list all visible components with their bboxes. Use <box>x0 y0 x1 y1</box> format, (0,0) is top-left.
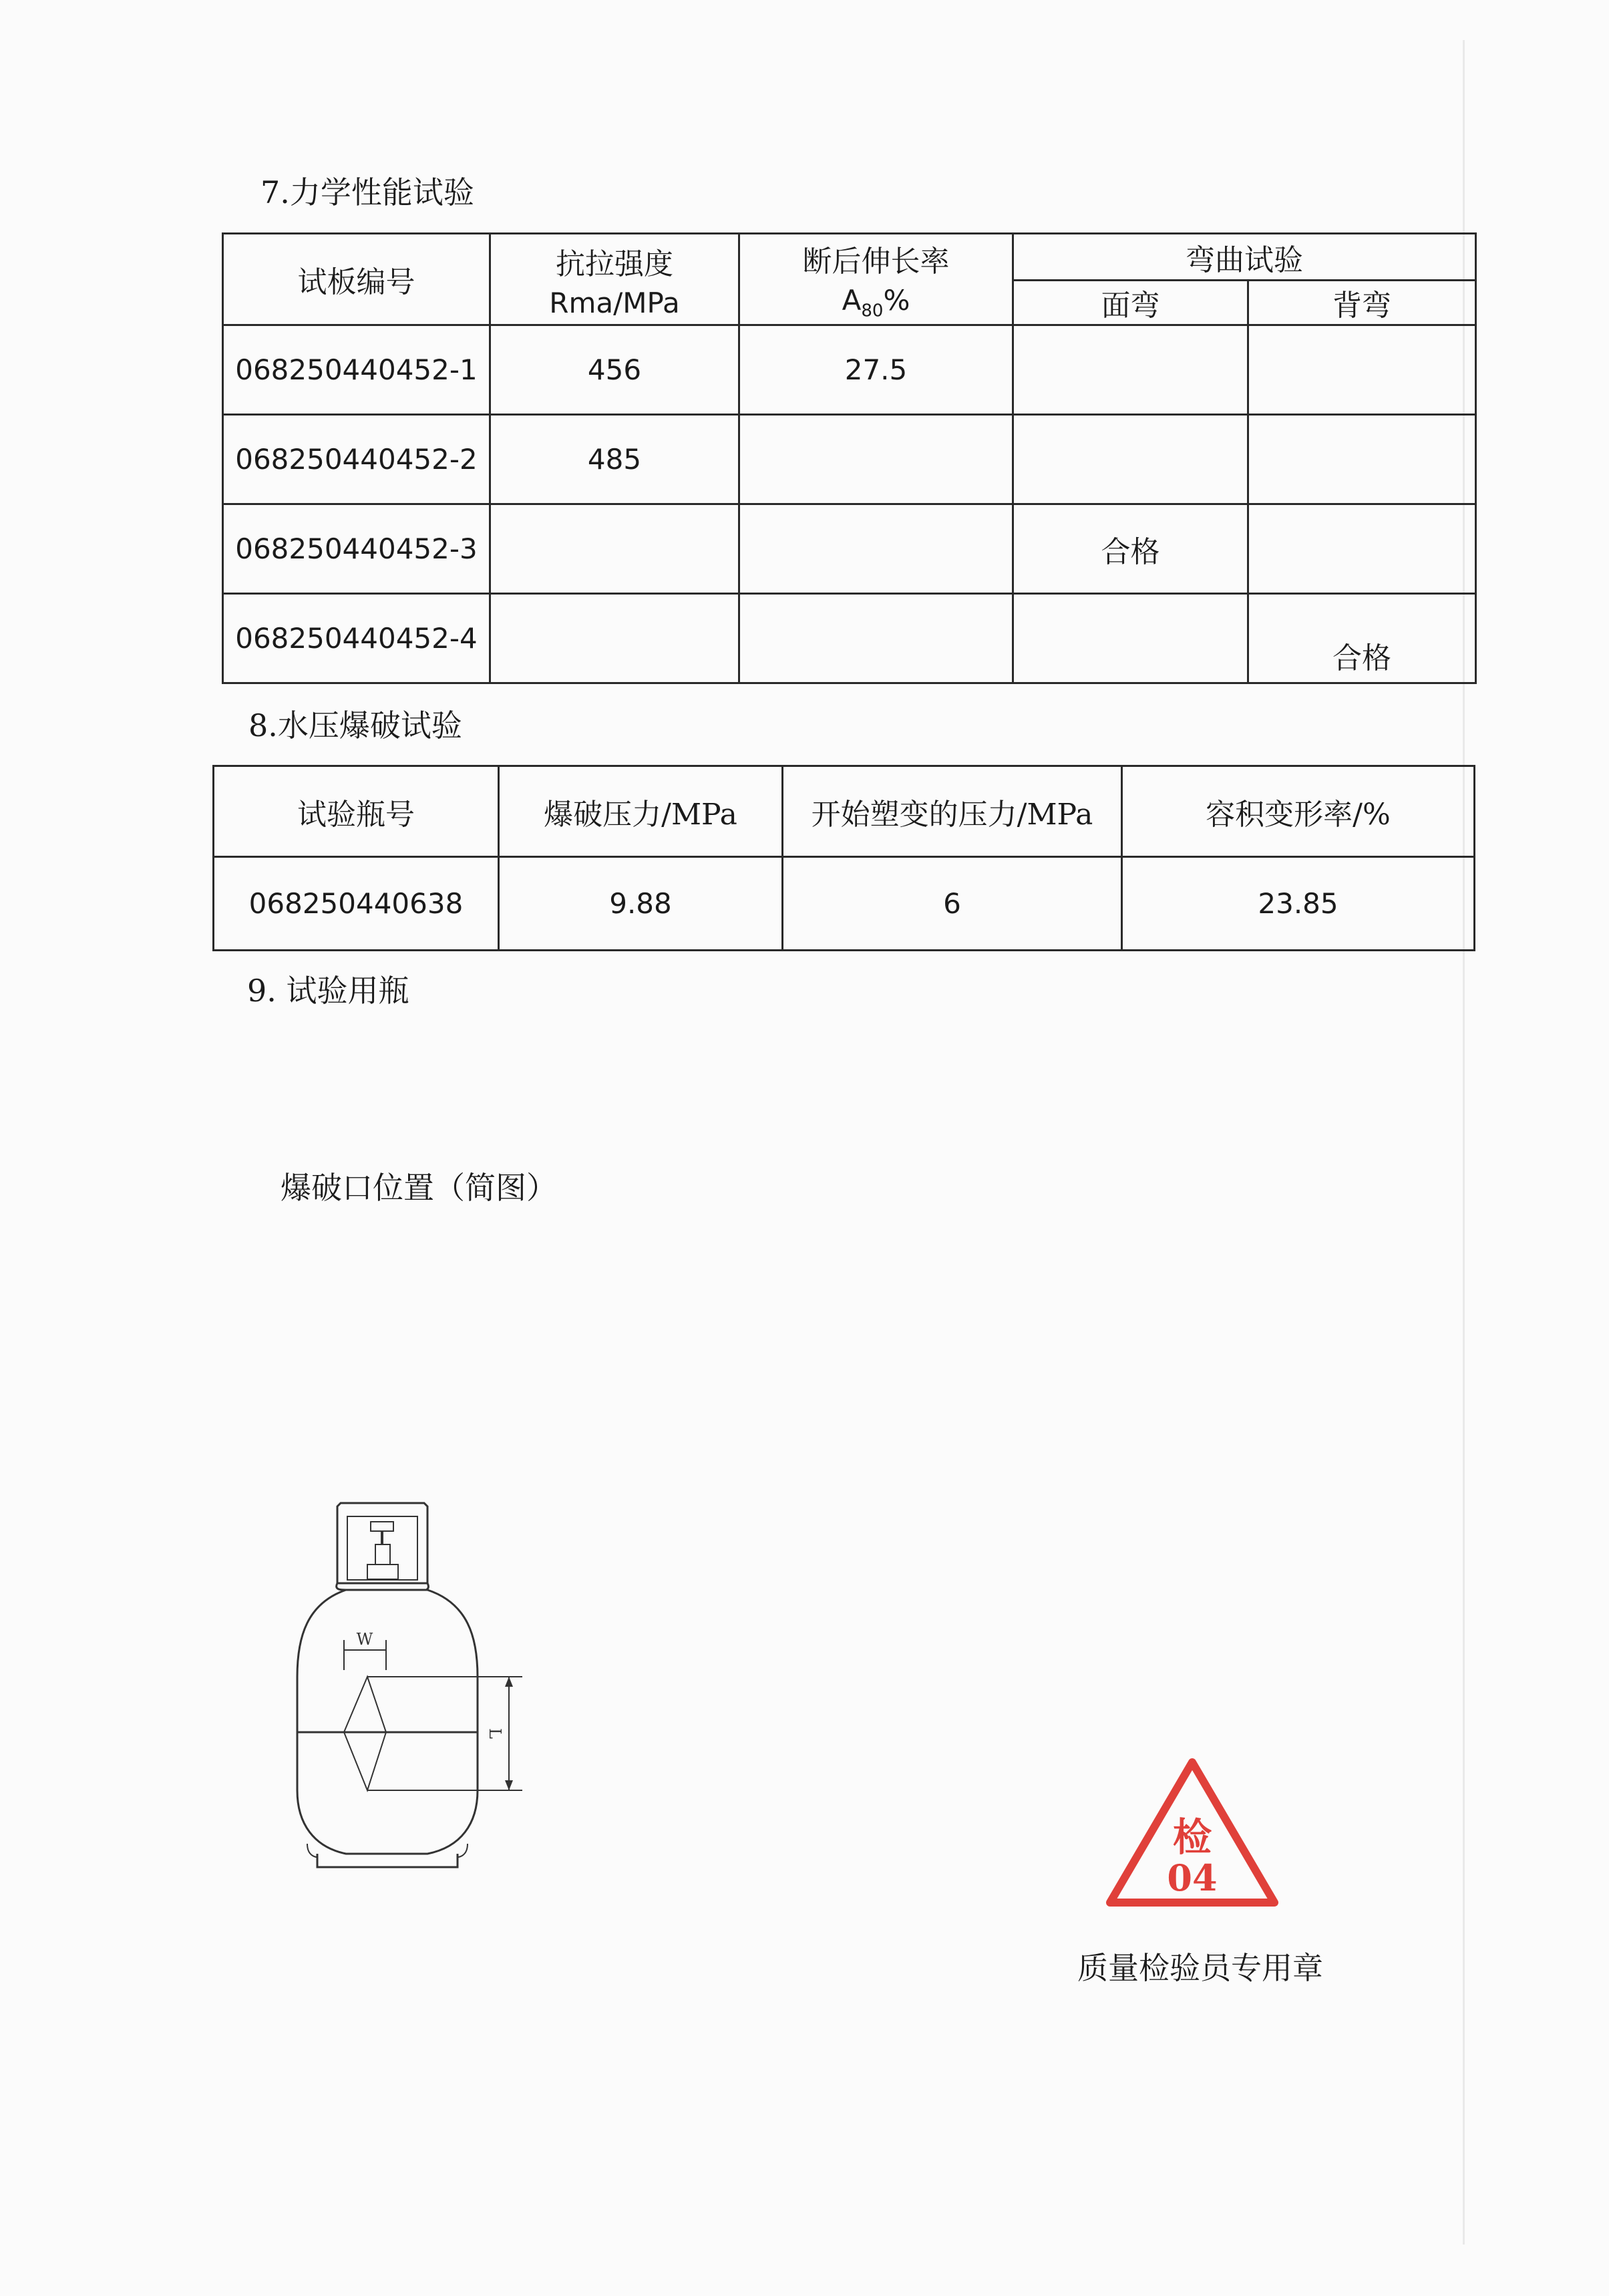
header-bottle-no: 试验瓶号 <box>214 766 499 857</box>
burst-location-label: 爆破口位置（简图） <box>281 1170 557 1206</box>
header-burst-pressure: 爆破压力/MPa <box>499 766 783 857</box>
table-row: 068250440452-2 485 <box>223 415 1476 504</box>
stamp-char: 检 <box>1172 1814 1212 1860</box>
mechanical-test-table <box>222 232 1477 684</box>
table-row: 068250440638 9.88 6 23.85 <box>214 857 1475 951</box>
dimension-l-label: L <box>486 1728 504 1739</box>
header-bend: 弯曲试验 <box>1013 234 1476 281</box>
burst-test-table <box>212 765 1475 951</box>
header-yield-pressure: 开始塑变的压力/MPa <box>783 766 1122 857</box>
table-row: 068250440452-4 合格 <box>223 594 1476 683</box>
section7-title: 7.力学性能试验 <box>260 174 474 210</box>
valve-icon <box>371 1522 393 1531</box>
table-row: 068250440452-3 合格 <box>223 504 1476 594</box>
section8-title: 8.水压爆破试验 <box>248 707 462 744</box>
section9-title: 9. 试验用瓶 <box>247 973 409 1009</box>
elongation-unit: $A_{80}\%$ <box>842 284 910 321</box>
stamp-number: 04 <box>1167 1856 1218 1899</box>
header-elongation: 断后伸长率 $A_{80}\%$ <box>739 234 1013 325</box>
foot-ring <box>317 1854 458 1867</box>
stamp-caption: 质量检验员专用章 <box>1077 1950 1323 1986</box>
inspector-stamp <box>1102 1750 1282 1917</box>
cylinder-body <box>297 1590 478 1854</box>
table-row: 068250440452-1 456 27.5 <box>223 325 1476 415</box>
burst-opening-icon <box>344 1677 386 1790</box>
header-volume-deform: 容积变形率/% <box>1122 766 1475 857</box>
cylinder-diagram <box>287 1496 528 1870</box>
header-plate-no: 试板编号 <box>223 234 490 325</box>
dimension-w-label: W <box>356 1630 373 1649</box>
header-tensile: 抗拉强度 Rma/MPa <box>490 234 739 325</box>
header-back-bend: 背弯 <box>1248 281 1476 325</box>
header-face-bend: 面弯 <box>1013 281 1248 325</box>
